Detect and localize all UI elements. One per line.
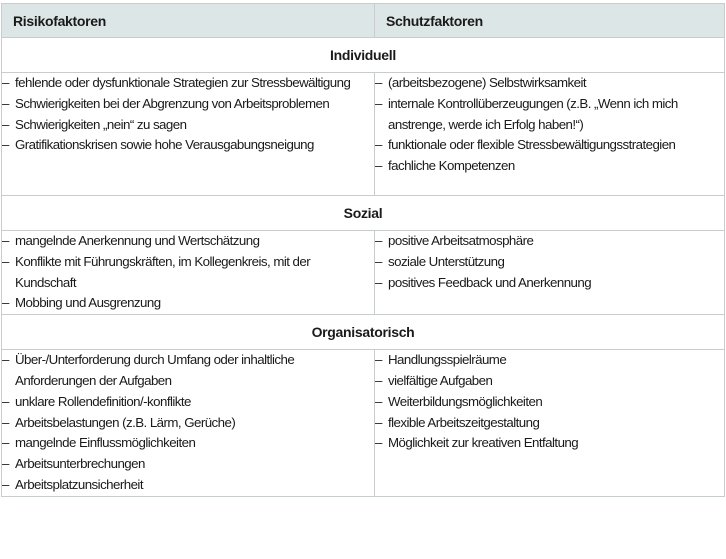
list-item-text: (arbeitsbezogene) Selbstwirksamkeit — [388, 75, 587, 90]
list-item-text: positives Feedback und Anerkennung — [388, 274, 592, 290]
list-item-text: Konflikte mit Führungskräften, im Kollegenkreis, mit der Kundschaft — [15, 253, 311, 290]
list-item — [2, 94, 374, 115]
section-title: Sozial — [2, 196, 725, 231]
header-row — [2, 4, 725, 38]
list-item-text: flexible Arbeitszeitgestaltung — [388, 414, 540, 430]
list-item — [375, 371, 724, 392]
dash-bullet: – — [2, 476, 9, 492]
dash-bullet: – — [2, 393, 9, 409]
section-row-organizational — [2, 315, 725, 350]
list-item-text: Schwierigkeiten bei der Abgrenzung von Arbeitsproblemen — [15, 95, 330, 111]
section-title: Individuell — [2, 38, 725, 73]
list-item — [2, 293, 374, 314]
list-item — [375, 73, 724, 94]
list-item-text: Möglichkeit zur kreativen Entfaltung — [388, 435, 579, 451]
risk-list — [2, 73, 374, 156]
risk-cell — [2, 73, 375, 196]
list-item-text: mangelnde Einflussmöglichkeiten — [15, 435, 196, 451]
list-item-text: unklare Rollendefinition/-konflikte — [15, 393, 191, 409]
dash-bullet: – — [375, 414, 382, 430]
risk-protection-factors-table — [1, 3, 725, 497]
dash-bullet: – — [2, 95, 9, 111]
list-item — [375, 156, 724, 177]
list-item-text: Arbeitsunterbrechungen — [15, 456, 145, 472]
list-item-text: Über-/Unterforderung durch Umfang oder inhaltliche Anforderungen der Aufgaben — [15, 352, 295, 388]
dash-bullet: – — [375, 253, 382, 269]
list-item — [375, 350, 724, 371]
risk-cell — [2, 350, 375, 497]
list-item-text: Weiterbildungsmöglichkeiten — [388, 393, 543, 409]
dash-bullet: – — [375, 75, 382, 90]
dash-bullet: – — [375, 158, 382, 174]
list-item — [2, 135, 374, 156]
list-item — [2, 433, 374, 454]
list-item-text: Mobbing und Ausgrenzung — [15, 295, 161, 311]
section-row-social — [2, 196, 725, 231]
list-item-text: Arbeitsplatzunsicherheit — [15, 476, 143, 492]
protect-cell — [375, 350, 725, 497]
list-item — [375, 252, 724, 273]
protect-list — [375, 73, 724, 177]
list-item-text: Gratifikationskrisen sowie hohe Verausgabungsneigung — [15, 137, 314, 153]
list-item — [2, 231, 374, 252]
list-item — [375, 135, 724, 156]
dash-bullet: – — [375, 233, 382, 248]
list-item — [375, 273, 724, 294]
dash-bullet: – — [375, 352, 382, 368]
dash-bullet: – — [2, 233, 9, 248]
protect-list — [375, 350, 724, 454]
header-protective-factors: Schutzfaktoren — [375, 4, 725, 38]
dash-bullet: – — [2, 352, 9, 368]
list-item — [375, 94, 724, 136]
list-item — [2, 454, 374, 475]
dash-bullet: – — [375, 137, 382, 153]
dash-bullet: – — [2, 253, 9, 269]
list-item-text: Schwierigkeiten „nein“ zu sagen — [15, 116, 187, 132]
list-item — [2, 392, 374, 413]
dash-bullet: – — [2, 295, 9, 311]
protect-list — [375, 231, 724, 293]
list-item — [2, 73, 374, 94]
list-item-text: fachliche Kompetenzen — [388, 158, 515, 174]
list-item — [375, 413, 724, 434]
section-title: Organisatorisch — [2, 315, 725, 350]
dash-bullet: – — [375, 393, 382, 409]
list-item — [2, 413, 374, 434]
list-item-text: fehlende oder dysfunktionale Strategien zur Stressbewältigung — [15, 75, 351, 90]
list-item — [2, 475, 374, 496]
list-item-text: funktionale oder flexible Stressbewältigungsstrategien — [388, 137, 676, 153]
list-item-text: mangelnde Anerkennung und Wertschätzung — [15, 233, 260, 248]
content-row-individual — [2, 73, 725, 196]
list-item — [2, 115, 374, 136]
dash-bullet: – — [2, 137, 9, 153]
dash-bullet: – — [2, 414, 9, 430]
dash-bullet: – — [2, 435, 9, 451]
list-item-text: soziale Unterstützung — [388, 253, 505, 269]
list-item — [375, 433, 724, 454]
content-row-organizational — [2, 350, 725, 497]
list-item-text: internale Kontrollüberzeugungen (z.B. „Wenn ich mich anstrenge, werde ich Erfolg haben!“) — [388, 95, 678, 132]
dash-bullet: – — [2, 456, 9, 472]
dash-bullet: – — [2, 75, 9, 90]
header-risk-factors: Risikofaktoren — [2, 4, 375, 38]
list-item-text: Arbeitsbelastungen (z.B. Lärm, Gerüche) — [15, 414, 236, 430]
risk-cell — [2, 231, 375, 315]
dash-bullet: – — [375, 435, 382, 451]
dash-bullet: – — [375, 372, 382, 388]
risk-list — [2, 350, 374, 496]
protect-cell — [375, 231, 725, 315]
list-item-text: positive Arbeitsatmosphäre — [388, 233, 534, 248]
list-item-text: Handlungsspielräume — [388, 352, 507, 368]
list-item-text: vielfältige Aufgaben — [388, 372, 493, 388]
dash-bullet: – — [2, 116, 9, 132]
list-item — [2, 252, 374, 294]
list-item — [375, 392, 724, 413]
content-row-social — [2, 231, 725, 315]
dash-bullet: – — [375, 95, 382, 111]
dash-bullet: – — [375, 274, 382, 290]
section-row-individual — [2, 38, 725, 73]
protect-cell — [375, 73, 725, 196]
list-item — [2, 350, 374, 392]
list-item — [375, 231, 724, 252]
risk-list — [2, 231, 374, 314]
